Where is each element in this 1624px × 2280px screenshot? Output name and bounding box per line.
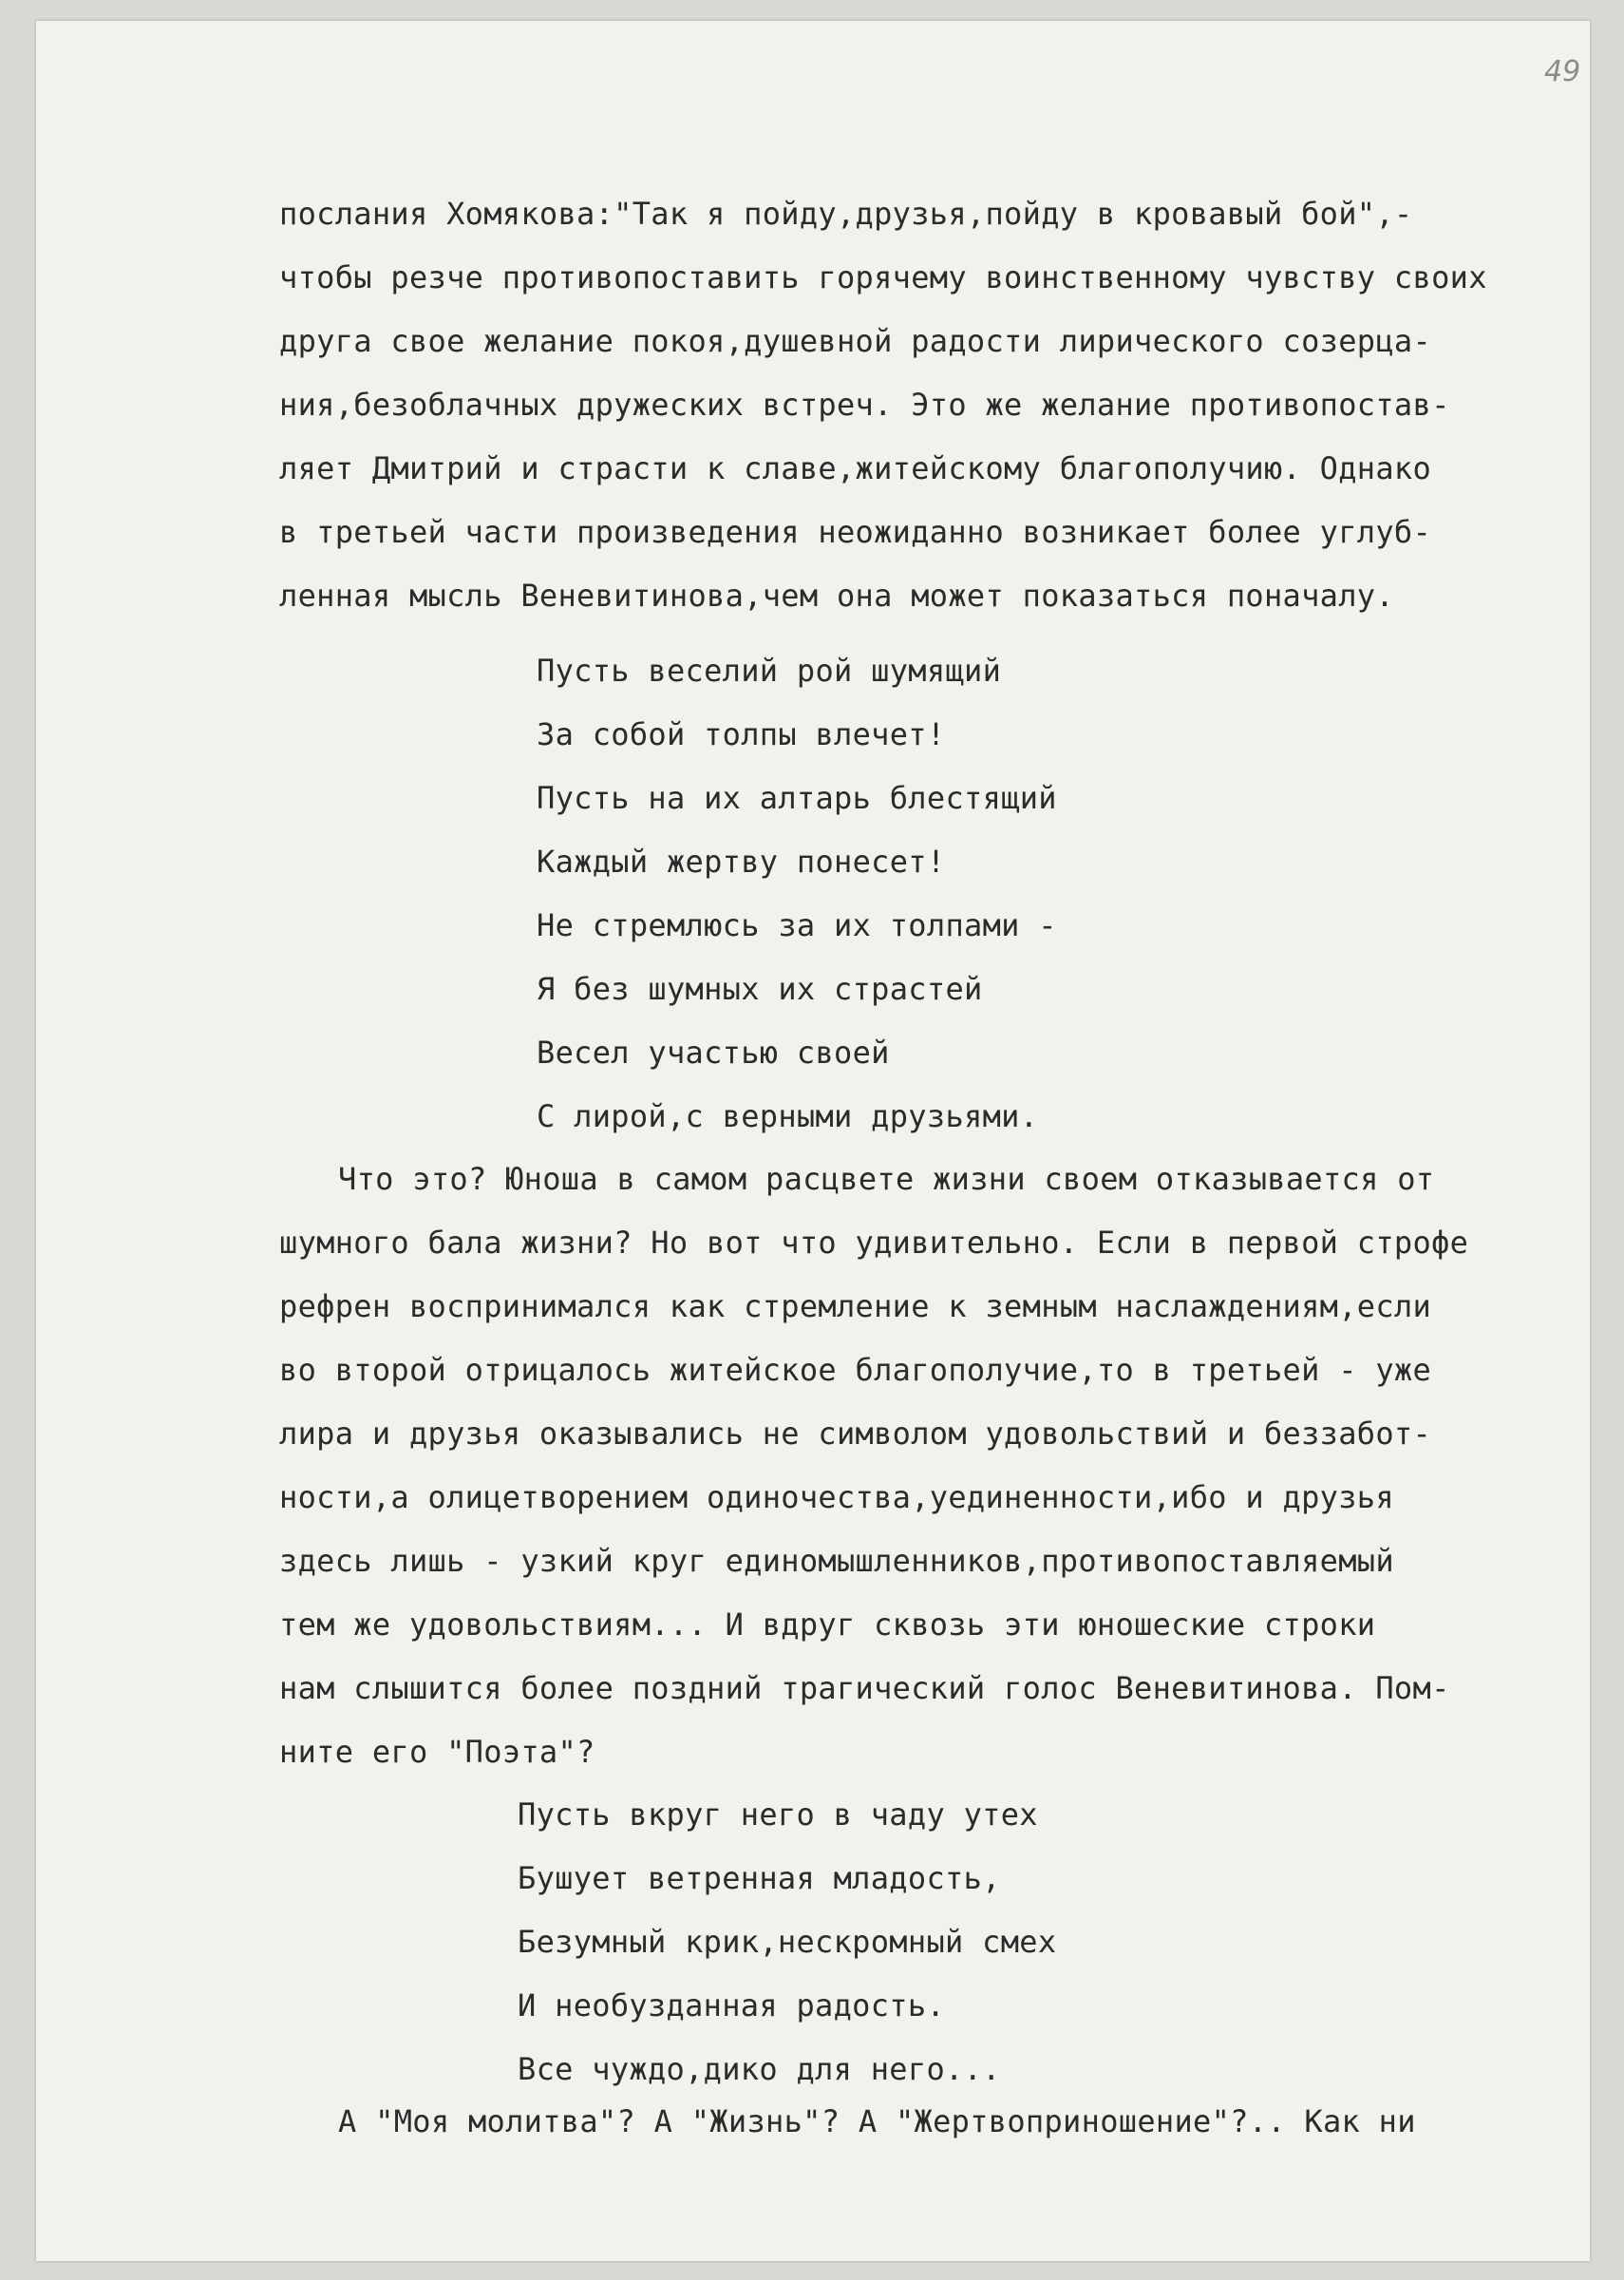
poem-line: Каждый жертву понесет! [537,844,946,880]
poem-line: Пусть на их алтарь блестящий [537,780,1057,816]
poem-line: И необузданная радость. [518,1987,946,2024]
text-line: ляет Дмитрий и страсти к славе,житейскому благополучию. Однако [279,450,1432,486]
text-line: нам слышится более поздний трагический голос Веневитинова. Пом- [279,1670,1450,1706]
text-line: А "Моя молитва"? А "Жизнь"? А "Жертвоприношение"?.. Как ни [338,2103,1416,2139]
poem-line: Все чуждо,дико для него... [518,2051,1001,2087]
text-line: ленная мысль Веневитинова,чем она может показаться поначалу. [279,578,1394,614]
text-line: шумного бала жизни? Но вот что удивительно. Если в первой строфе [279,1225,1469,1261]
text-line: лира и друзья оказывались не символом удовольствий и беззабот- [279,1416,1432,1452]
poem-line: Пусть веселий рой шумящий [537,653,1002,689]
text-line: во второй отрицалось житейское благополучие,то в третьей - уже [279,1352,1432,1388]
page-number: 49 [1544,55,1581,88]
poem-line: Весел участью своей [537,1035,890,1071]
text-line: Что это? Юноша в самом расцвете жизни своем отказывается от [338,1161,1435,1197]
text-line: ните его "Поэта"? [279,1734,595,1770]
text-line: друга свое желание покоя,душевной радости лирического созерца- [279,323,1432,359]
poem-line: С лирой,с верными друзьями. [537,1098,1039,1134]
poem-line: Не стремлюсь за их толпами - [537,907,1057,943]
poem-line: Безумный крик,нескромный смех [518,1924,1057,1960]
text-line: тем же удовольствиям... И вдруг сквозь эти юношеские строки [279,1606,1376,1643]
text-line: здесь лишь - узкий круг единомышленников,противопоставляемый [279,1543,1394,1579]
text-line: чтобы резче противопоставить горячему воинственному чувству своих [279,259,1487,295]
text-line: рефрен воспринимался как стремление к земным наслаждениям,если [279,1288,1432,1324]
text-line: ния,безоблачных дружеских встреч. Это же желание противопостав- [279,387,1450,423]
poem-line: Пусть вкруг него в чаду утех [518,1796,1038,1833]
text-line: послания Хомякова:"Так я пойду,друзья,пойду в кровавый бой",- [279,196,1413,232]
poem-line: За собой толпы влечет! [537,716,946,752]
text-line: ности,а олицетворением одиночества,уединенности,ибо и друзья [279,1479,1394,1515]
text-line: в третьей части произведения неожиданно возникает более углуб- [279,514,1432,550]
poem-line: Бушует ветренная младость, [518,1860,1001,1896]
poem-line: Я без шумных их страстей [537,971,983,1007]
